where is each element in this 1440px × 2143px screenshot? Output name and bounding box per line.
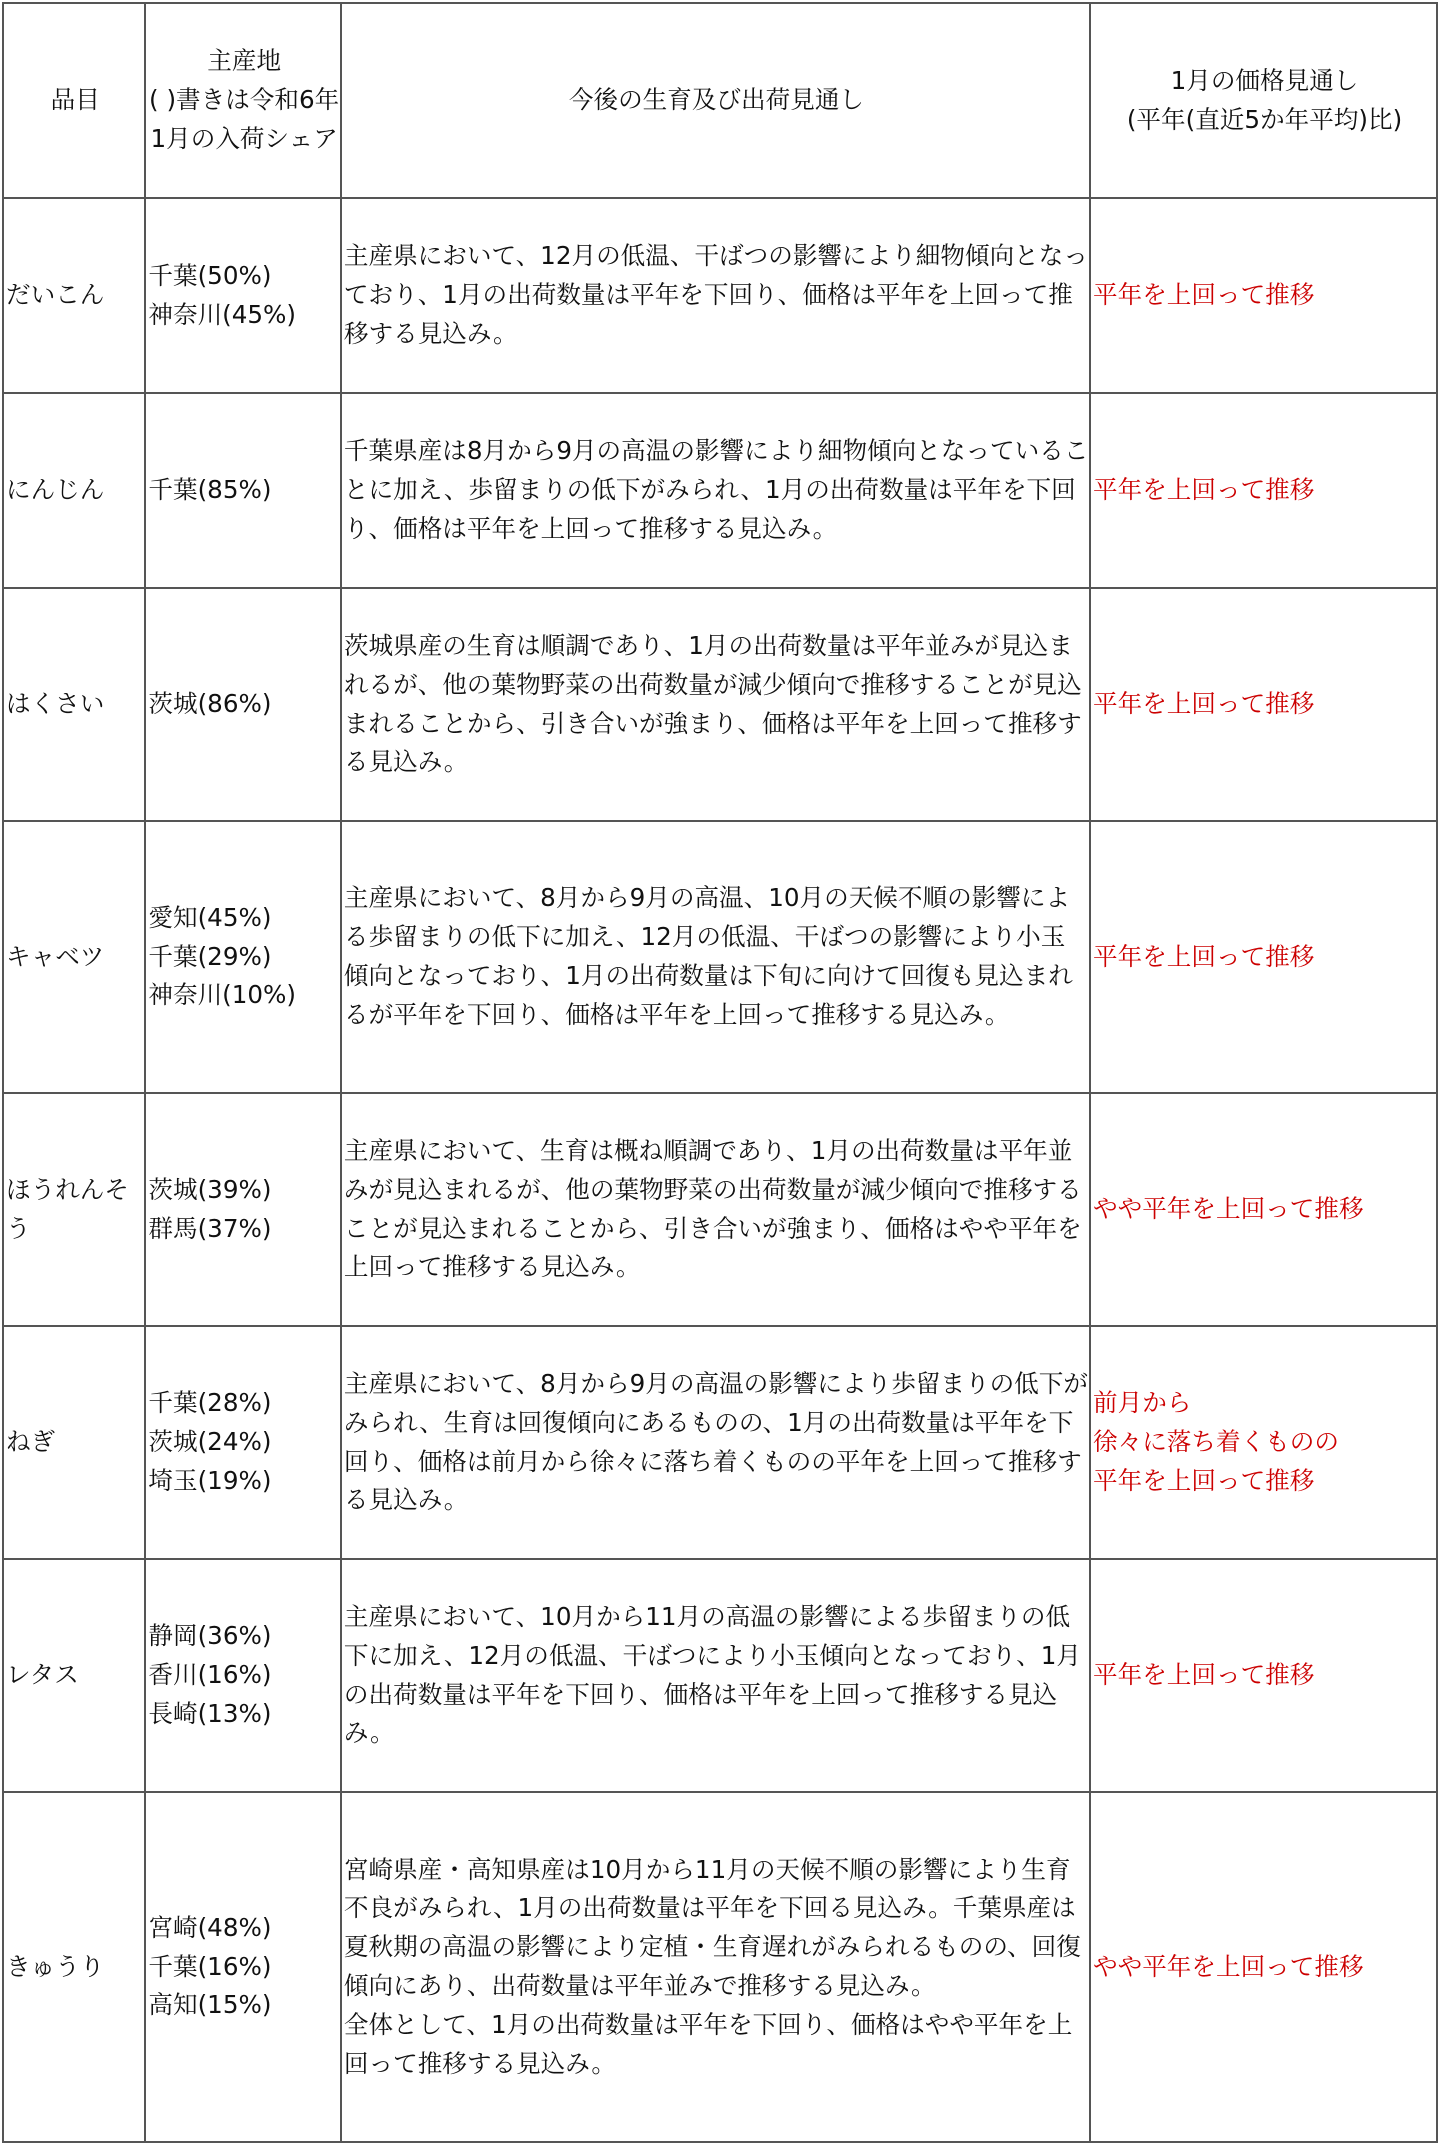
table-row <box>3 1559 1437 1792</box>
table-row <box>3 588 1437 821</box>
table-row <box>3 393 1437 588</box>
table-row <box>3 198 1437 393</box>
vegetable-outlook-table <box>2 2 1438 2143</box>
origin-share: 静岡(36%) 香川(16%) 長崎(13%) <box>145 1559 341 1792</box>
price-outlook: 平年を上回って推移 <box>1090 198 1437 393</box>
table-row <box>3 1093 1437 1326</box>
price-outlook: やや平年を上回って推移 <box>1090 1093 1437 1326</box>
table-row <box>3 821 1437 1093</box>
outlook-text: 主産県において、生育は概ね順調であり、1月の出荷数量は平年並みが見込まれるが、他の葉物野菜の出荷数量が減少傾向で推移することが見込まれることから、引き合いが強まり、価格はやや平年を上回って推移する見込み。 <box>341 1093 1090 1326</box>
outlook-text: 主産県において、12月の低温、干ばつの影響により細物傾向となっており、1月の出荷数量は平年を下回り、価格は平年を上回って推移する見込み。 <box>341 198 1090 393</box>
item-name: レタス <box>3 1559 145 1792</box>
origin-share: 千葉(50%) 神奈川(45%) <box>145 198 341 393</box>
header-origin: 主産地 ( )書きは令和6年 1月の入荷シェア <box>145 3 341 198</box>
origin-share: 宮崎(48%) 千葉(16%) 高知(15%) <box>145 1792 341 2142</box>
table-row <box>3 1792 1437 2142</box>
origin-share: 茨城(86%) <box>145 588 341 821</box>
header-item: 品目 <box>3 3 145 198</box>
outlook-text: 千葉県産は8月から9月の高温の影響により細物傾向となっていることに加え、歩留まりの低下がみられ、1月の出荷数量は平年を下回り、価格は平年を上回って推移する見込み。 <box>341 393 1090 588</box>
outlook-text: 宮崎県産・高知県産は10月から11月の天候不順の影響により生育不良がみられ、1月の出荷数量は平年を下回る見込み。千葉県産は夏秋期の高温の影響により定植・生育遅れがみられるものの、回復傾向にあり、出荷数量は平年並みで推移する見込み。 全体として、1月の出荷数量は平年を下回り、価格はやや平年を上回って推移する見込み。 <box>341 1792 1090 2142</box>
origin-share: 茨城(39%) 群馬(37%) <box>145 1093 341 1326</box>
item-name: ほうれんそう <box>3 1093 145 1326</box>
origin-share: 千葉(85%) <box>145 393 341 588</box>
table-header-row <box>3 3 1437 198</box>
price-outlook: 平年を上回って推移 <box>1090 588 1437 821</box>
outlook-text: 主産県において、10月から11月の高温の影響による歩留まりの低下に加え、12月の低温、干ばつにより小玉傾向となっており、1月の出荷数量は平年を下回り、価格は平年を上回って推移する見込み。 <box>341 1559 1090 1792</box>
origin-share: 愛知(45%) 千葉(29%) 神奈川(10%) <box>145 821 341 1093</box>
outlook-text: 主産県において、8月から9月の高温、10月の天候不順の影響による歩留まりの低下に加え、12月の低温、干ばつの影響により小玉傾向となっており、1月の出荷数量は下旬に向けて回復も見込まれるが平年を下回り、価格は平年を上回って推移する見込み。 <box>341 821 1090 1093</box>
item-name: ねぎ <box>3 1326 145 1559</box>
price-outlook: やや平年を上回って推移 <box>1090 1792 1437 2142</box>
outlook-text: 主産県において、8月から9月の高温の影響により歩留まりの低下がみられ、生育は回復傾向にあるものの、1月の出荷数量は平年を下回り、価格は前月から徐々に落ち着くものの平年を上回って推移する見込み。 <box>341 1326 1090 1559</box>
outlook-text: 茨城県産の生育は順調であり、1月の出荷数量は平年並みが見込まれるが、他の葉物野菜の出荷数量が減少傾向で推移することが見込まれることから、引き合いが強まり、価格は平年を上回って推移する見込み。 <box>341 588 1090 821</box>
item-name: はくさい <box>3 588 145 821</box>
table-row <box>3 1326 1437 1559</box>
item-name: きゅうり <box>3 1792 145 2142</box>
item-name: にんじん <box>3 393 145 588</box>
item-name: だいこん <box>3 198 145 393</box>
price-outlook: 平年を上回って推移 <box>1090 1559 1437 1792</box>
header-price: 1月の価格見通し (平年(直近5か年平均)比) <box>1090 3 1437 198</box>
origin-share: 千葉(28%) 茨城(24%) 埼玉(19%) <box>145 1326 341 1559</box>
header-outlook-text: 今後の生育及び出荷見通し <box>341 3 1090 198</box>
price-outlook: 前月から 徐々に落ち着くものの 平年を上回って推移 <box>1090 1326 1437 1559</box>
item-name: キャベツ <box>3 821 145 1093</box>
price-outlook: 平年を上回って推移 <box>1090 393 1437 588</box>
price-outlook: 平年を上回って推移 <box>1090 821 1437 1093</box>
